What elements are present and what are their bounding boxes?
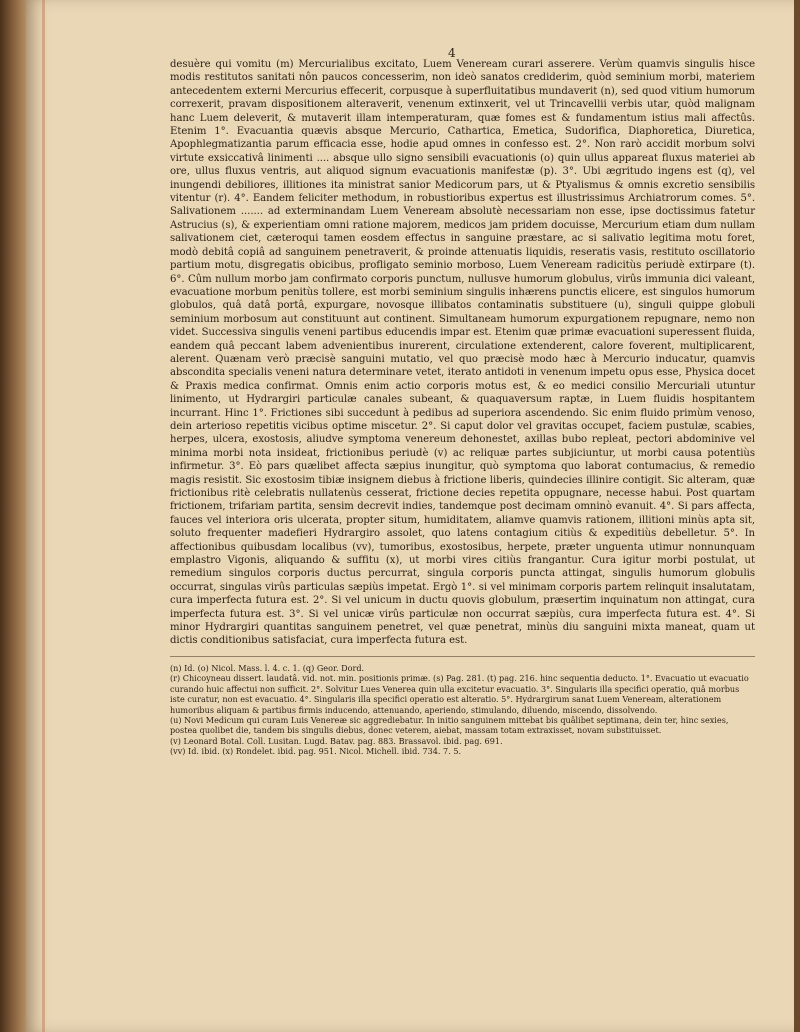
footnotes	[170, 663, 755, 757]
page-number: 4	[448, 46, 456, 60]
footnote: (r) Chicoyneau dissert. laudatâ. vid. not. min. positionis primæ. (s) Pag. 281. (t) pag. 216. hinc sequentia deducto. 1°. Evacuatio ut evacuatio curando huic affectui non sufficit. 2°. Solvitur Lues Venerea quin ulla excitetur evacuatio. 3°. Singularis illa specifici operatio, quâ morbus iste curatur, non est evacuatio. 4°. Singularis illa specifici operatio est alteratio. 5°. Hydrargirum sanat Luem Veneream, alterationem humoribus aliquam & partibus firmis inducendo, attenuando, aperiendo, stimulando, diluendo, miscendo, dissolvendo.	[170, 673, 749, 715]
page-edge-line	[42, 0, 45, 1032]
footnote: (n) Id. (o) Nicol. Mass. l. 4. c. 1. (q) Geor. Dord.	[170, 662, 365, 673]
footnote: (u) Novi Medicum qui curam Luis Venereæ sic aggrediebatur. In initio sanguinem mittebat bis quâlibet septimana, dein ter, hinc sexies, postea quolibet die, tandem bis singulis diebus, donec veterem, aiebat, massam totam extraxisset, novam substituisset.	[170, 714, 729, 736]
book-binding	[0, 0, 26, 1032]
text-block	[170, 44, 755, 757]
footnote: (v) Leonard Botal. Coll. Lusitan. Lugd. Batav. pag. 883. Brassavol. ibid. pag. 691.	[170, 735, 503, 746]
footnote: (vv) Id. ibid. (x) Rondelet. ibid. pag. 951. Nicol. Michell. ibid. 734. 7. 5.	[170, 746, 462, 757]
body-paragraph: desuère qui vomitu (m) Mercurialibus excitato, Luem Veneream curari asserere. Verùm quamvis singulis hisce modis restitutos sanitati nôn paucos concesserim, non ideò sanatos crediderim, quòd seminium morbi, materiem antecedentem externi Mercurius effecerit, corpusque à superfluitatibus mundaverit (n), sed quod vitium humorum correxerit, pravam dispositionem alteraverit, venenum extinxerit, vel ut Trincavellii verbis utar, quòd malignam hanc Luem deleverit, & mutaverit illam intemperaturam, quæ fomes est & fundamentum istius mali affectûs. Etenim 1°. Evacuantia quævis absque Mercurio, Cathartica, Emetica, Sudorifica, Diaphoretica, Diuretica, Apophlegmatizantia parum efficacia esse, hodie apud omnes in confesso est. 2°. Non rarò accidit morbum solvi virtute exsiccativâ linimenti .... absque ullo signo sensibili evacuationis (o) quin ullus appareat fluxus materiei ab ore, ullus fluxus ventris, aut aliquod signum evacuationis manifestæ (p). 3°. Ubi ægritudo ingens est (q), vel inungendi debiliores, illitiones ita ministrat sanior Medicorum pars, ut & Ptyalismus & omnis excretio sensibilis vitentur (r). 4°. Eandem feliciter methodum, in robustioribus expertus est illustrissimus Archiatrorum comes. 5°. Salivationem ....... ad exterminandam Luem Veneream absolutè necessariam non esse, ipse doctissimus fatetur Astrucius (s), & experientiam omni ratione majorem, medicos jam pridem docuisse, Mercurium etiam dum nullam salivationem ciet, cæteroqui tamen eosdem effectus in sanguine præstare, ac si salivatio legitima motu foret, modò debitâ copiâ ad sanguinem penetraverit, & proinde attenuatis liquidis, reseratis vasis, restituto oscillatorio partium motu, disgregatis obicibus, profligato seminio morboso, Luem Veneream radicitùs periudè extirpare (t). 6°. Cûm nullum morbo jam confirmato corporis punctum, nullusve humorum globulus, virûs immunia dici valeant, evacuatione morbum penitùs tollere, est morbi seminium singulis inhærens punctis elicere, est singulos humorum globulos, quâ datâ portâ, expurgare, novosque illibatos contaminatis substituere (u), singuli quippe globuli seminium morbosum aut constituunt aut continent. Simultaneam humorum expurgationem repugnare, nemo non videt. Successiva singulis veneni partibus educendis impar est. Etenim quæ primæ evacuationi superessent fluida, eandem quâ peccant labem advenientibus inurerent, circulatione extenderent, calore foverent, multiplicarent, alerent. Quænam verò præcisè sanguini mutatio, vel quo præcisè modo hæc à Mercurio inducatur, quamvis abscondita specialis veneni natura determinare vetet, iterato antidoti in venenum impetu opus esse, Physica docet & Praxis medica confirmat. Omnis enim actio corporis motus est, & eo medici consilio Mercuriali utuntur linimento, ut Hydrargiri particulæ canales subeant, & quaquaversum raptæ, in Luem fluidis hospitantem incurrant. Hinc 1°. Frictiones sibi succedunt à pedibus ad superiora ascendendo. Sic enim fluido primùm venoso, dein arterioso repetitis vicibus optime miscetur. 2°. Si caput dolor vel gravitas occupet, faciem pustulæ, scabies, herpes, ulcera, exostosis, aliudve symptoma venereum dehonestet, axillas bubo repleat, pectori abdominive vel minima morbi nota insideat, frictionibus periudè (v) ac reliquæ partes subjiciuntur, ut morbi causa potentiùs infirmetur. 3°. Eò pars quælibet affecta sæpius inungitur, quò symptoma quo laborat contumacius, & remedio magis resistit. Sic exostosim tibiæ insignem diebus à frictione liberis, quindecies illinire contigit. Sic alteram, quæ frictionibus ritè celebratis nullatenùs cesserat, frictione decies repetita oppugnare, necesse habui. Post quartam frictionem, trifariam partita, sensim decrevit indies, tandemque post decimam omninò evanuit. 4°. Si pars affecta, fauces vel interiora oris ulcerata, propter situm, humiditatem, aliamve quamvis rationem, illitioni minùs apta sit, soluto frequenter madefieri Hydrargiro assolet, quo latens contagium citiùs & expeditiùs debelletur. 5°. In affectionibus quibusdam localibus (vv), tumoribus, exostosibus, herpete, præter unguenta utimur nonnunquam emplastro Vigonis, aliquando & suffitu (x), ut morbi vires citiùs frangantur. Cura igitur morbi postulat, ut remedium singulos corporis ductus percurrat, singula corporis puncta attingat, singulis humorum globulis occurrat, singulas virûs particulas sæpiùs impetat. Ergò 1°. si vel minimam corporis partem relinquit insalutatam, cura imperfecta futura est. 2°. Si vel unicum in ductu quovis globulum, præsertim inquinatum non attingat, cura imperfecta futura est. 3°. Si vel unicæ virûs particulæ non occurrat sæpiùs, cura imperfecta futura est. 4°. Si minor Hydrargiri quantitas sanguinem penetret, vel quæ penetrat, minùs diu sanguini mixta maneat, quam ut dictis conditionibus satisfaciat, cura imperfecta futura est.	[170, 59, 755, 647]
body-text	[170, 58, 755, 648]
footnote-rule	[170, 656, 755, 657]
